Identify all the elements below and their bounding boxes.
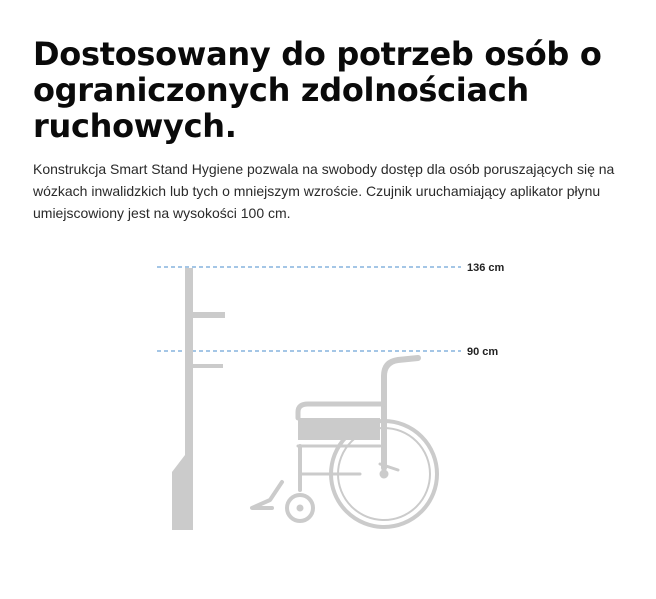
stand-dispenser-arm [193,312,225,318]
description-text: Konstrukcja Smart Stand Hygiene pozwala na swobody dostęp dla osób poruszających się na wózkach inwalidzkich lub tych o mniejszym wzroście. Czujnik uruchamiający aplikator płynu umiejscowiony jest na wysokości 100 cm. [33,161,615,221]
wheelchair-footrest [252,482,282,508]
wheelchair-armrest [298,404,384,418]
wheelchair-seat [298,418,380,440]
hygiene-stand-illustration [172,268,225,530]
stand-sensor-arm [193,364,223,368]
stand-base [172,448,193,530]
wheelchair-illustration [252,358,437,527]
page-title: Dostosowany do potrzeb osób o ograniczonych zdolnościach ruchowych. [33,35,602,145]
marker-90-label: 90 cm [467,346,499,358]
marker-136-label: 136 cm [467,262,505,274]
wheelchair-backrest [384,358,418,468]
